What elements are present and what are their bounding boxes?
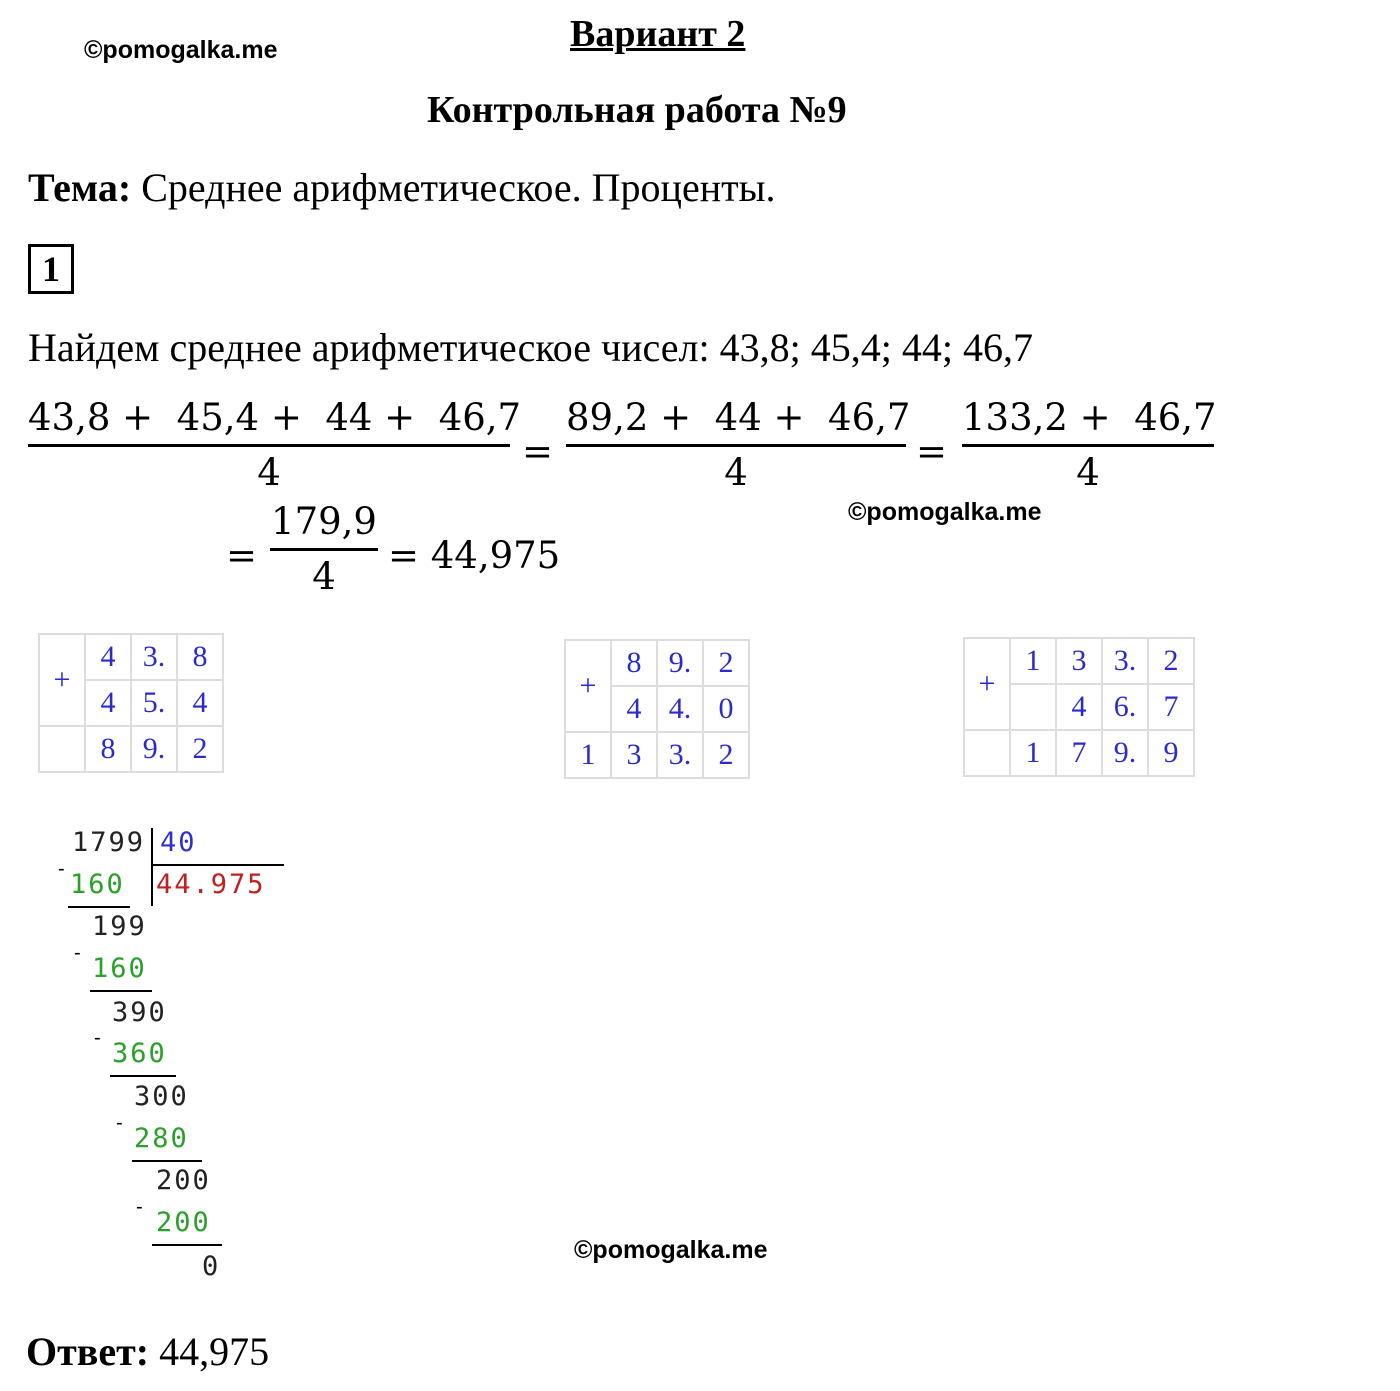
digit: 2 (703, 732, 749, 778)
watermark: ©pomogalka.me (574, 1236, 768, 1264)
empty-cell (1010, 684, 1056, 730)
remainder: 300 (134, 1081, 189, 1112)
subtraction-line (152, 1244, 222, 1246)
digit: 4 (85, 634, 131, 680)
fraction-step1 (28, 392, 522, 499)
minus-sign: - (136, 1196, 143, 1218)
digit: 8 (611, 640, 657, 686)
digit: 3 (611, 732, 657, 778)
digit: 4 (177, 680, 223, 726)
fraction-numerator: 179,9 (271, 500, 377, 543)
digit: 9. (1102, 730, 1148, 776)
division-bracket-vertical (151, 828, 153, 906)
digit: 5. (131, 680, 177, 726)
remainder: 390 (112, 997, 167, 1028)
task-number: 1 (28, 244, 74, 294)
empty-cell (39, 726, 85, 772)
empty-cell (964, 730, 1010, 776)
digit: 3. (131, 634, 177, 680)
minus-sign: - (58, 858, 65, 880)
divisor: 40 (160, 827, 197, 858)
fraction-denominator: 4 (724, 451, 748, 494)
work-title: Контрольная работа №9 (427, 89, 847, 131)
digit: 0 (703, 686, 749, 732)
subtrahend: 160 (70, 869, 125, 900)
remainder: 200 (156, 1165, 211, 1196)
equals-sign: = (226, 534, 258, 577)
equals-sign: = (522, 430, 554, 473)
plus-sign: + (964, 638, 1010, 730)
digit: 9. (131, 726, 177, 772)
column-addition-1 (38, 633, 224, 773)
minus-sign: - (74, 942, 81, 964)
topic (28, 164, 775, 211)
digit: 2 (1148, 638, 1194, 684)
subtraction-line (132, 1160, 202, 1162)
plus-sign: + (565, 640, 611, 732)
digit: 1 (1010, 638, 1056, 684)
answer-value: 44,975 (149, 1329, 270, 1374)
answer-label: Ответ: (26, 1329, 150, 1374)
variant-title: Вариант 2 (570, 13, 746, 55)
fraction-step3 (962, 392, 1217, 499)
digit: 3 (1056, 638, 1102, 684)
digit: 7 (1056, 730, 1102, 776)
subtrahend: 280 (134, 1123, 189, 1154)
dividend: 1799 (72, 827, 146, 858)
quotient: 44.975 (156, 869, 266, 900)
fraction-step4 (270, 496, 378, 603)
subtraction-line (68, 906, 130, 908)
digit: 4 (611, 686, 657, 732)
digit: 1 (565, 732, 611, 778)
digit: 2 (177, 726, 223, 772)
remainder: 0 (202, 1251, 221, 1282)
subtrahend: 160 (92, 953, 147, 984)
task-intro: Найдем среднее арифметическое чисел: 43,8; 45,4; 44; 46,7 (28, 325, 1033, 370)
fraction-numerator: 43,8 + 45,4 + 44 + 46,7 (28, 396, 522, 439)
digit: 8 (177, 634, 223, 680)
digit: 6. (1102, 684, 1148, 730)
subtraction-line (90, 990, 152, 992)
digit: 1 (1010, 730, 1056, 776)
topic-label: Тема: (28, 165, 132, 210)
result-value: = 44,975 (388, 534, 561, 577)
digit: 4 (1056, 684, 1102, 730)
subtraction-line (110, 1075, 176, 1077)
digit: 2 (703, 640, 749, 686)
answer (26, 1328, 269, 1375)
fraction-denominator: 4 (257, 451, 281, 494)
digit: 3. (657, 732, 703, 778)
fraction-denominator: 4 (1076, 451, 1100, 494)
subtrahend: 360 (112, 1038, 167, 1069)
equals-sign: = (916, 430, 948, 473)
digit: 3. (1102, 638, 1148, 684)
digit: 8 (85, 726, 131, 772)
fraction-step2 (566, 392, 911, 499)
division-bracket-horizontal (151, 864, 284, 866)
fraction-numerator: 89,2 + 44 + 46,7 (566, 396, 911, 439)
watermark: ©pomogalka.me (84, 36, 278, 64)
remainder: 199 (92, 911, 147, 942)
minus-sign: - (116, 1112, 123, 1134)
digit: 7 (1148, 684, 1194, 730)
subtrahend: 200 (156, 1207, 211, 1238)
plus-sign: + (39, 634, 85, 726)
fraction-numerator: 133,2 + 46,7 (962, 396, 1217, 439)
fraction-denominator: 4 (312, 555, 336, 598)
digit: 4 (85, 680, 131, 726)
column-addition-2 (564, 639, 750, 779)
watermark: ©pomogalka.me (848, 498, 1042, 526)
topic-text: Среднее арифметическое. Проценты. (131, 165, 776, 210)
column-addition-3 (963, 637, 1195, 777)
digit: 9. (657, 640, 703, 686)
digit: 4. (657, 686, 703, 732)
digit: 9 (1148, 730, 1194, 776)
minus-sign: - (94, 1027, 101, 1049)
